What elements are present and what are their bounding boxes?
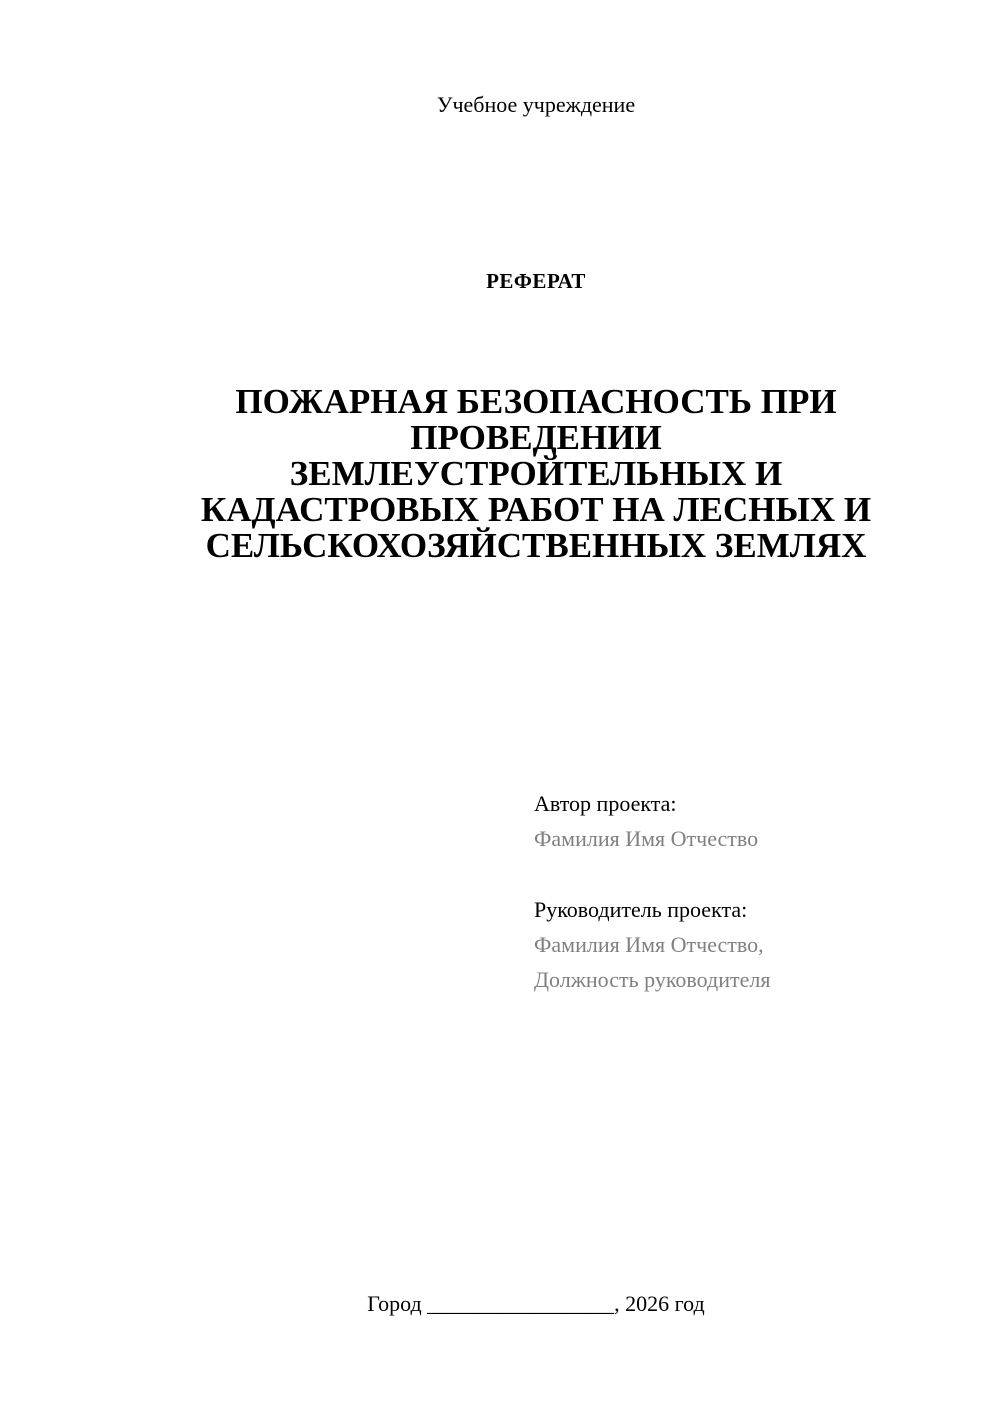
supervisor-label: Руководитель проекта: — [534, 897, 748, 922]
title-line-3: ЗЕМЛЕУСТРОЙТЕЛЬНЫХ И — [289, 454, 783, 493]
institution-name: Учебное учреждение — [436, 92, 636, 117]
title-line-1: ПОЖАРНАЯ БЕЗОПАСНОСТЬ ПРИ — [235, 382, 837, 421]
author-name-placeholder: Фамилия Имя Отчество — [534, 826, 759, 851]
title-line-5: СЕЛЬСКОХОЗЯЙСТВЕННЫХ ЗЕМЛЯХ — [205, 526, 867, 565]
credits-spacer — [534, 856, 974, 892]
project-credits — [534, 786, 974, 997]
supervisor-name-placeholder: Фамилия Имя Отчество, — [534, 932, 764, 957]
author-label: Автор проекта: — [534, 791, 677, 816]
title-line-2: ПРОВЕДЕНИИ — [410, 418, 662, 457]
city-year-line: Город _________________, 2026 год — [367, 1291, 705, 1316]
supervisor-position-placeholder: Должность руководителя — [534, 967, 771, 992]
document-type: РЕФЕРАТ — [486, 269, 586, 293]
document-title — [150, 384, 922, 564]
title-line-4: КАДАСТРОВЫХ РАБОТ НА ЛЕСНЫХ И — [200, 490, 872, 529]
